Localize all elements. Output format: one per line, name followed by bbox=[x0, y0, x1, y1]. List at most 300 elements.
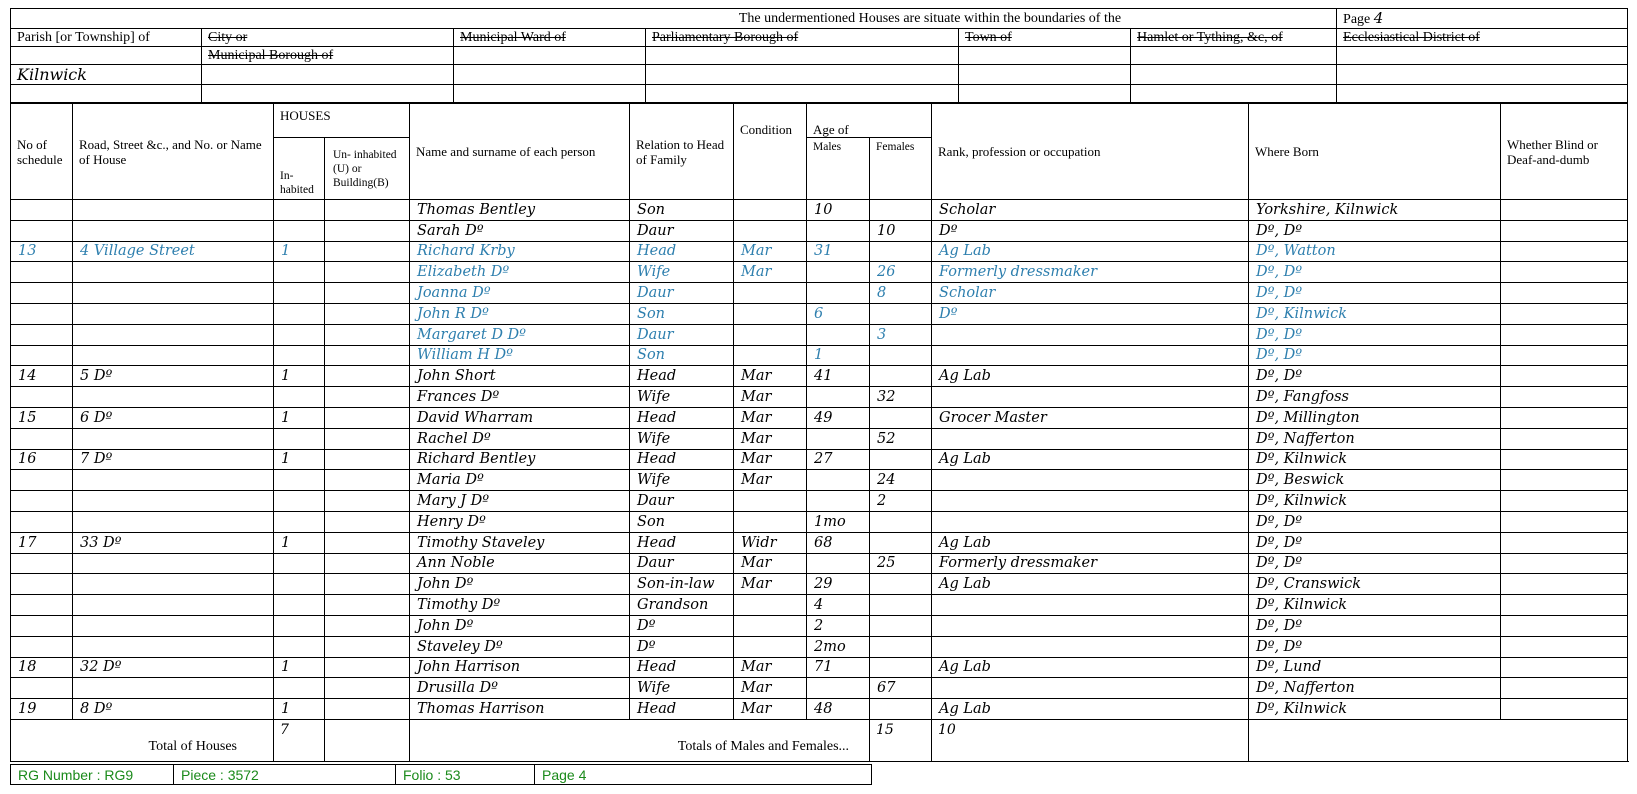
row-uninhabited bbox=[325, 678, 410, 699]
row-males bbox=[807, 262, 870, 283]
row-females: 8 bbox=[870, 283, 932, 304]
row-inhabited: 1 bbox=[274, 657, 325, 678]
row-males bbox=[807, 470, 870, 491]
row-occupation: Ag Lab bbox=[932, 574, 1249, 595]
row-inhabited bbox=[274, 428, 325, 449]
row-occupation: Dº bbox=[932, 303, 1249, 324]
row-blind bbox=[1501, 449, 1628, 470]
row-born: Dº, Nafferton bbox=[1249, 678, 1501, 699]
row-uninhabited bbox=[325, 387, 410, 408]
col-males: Males bbox=[807, 138, 870, 200]
row-uninhabited bbox=[325, 324, 410, 345]
row-road bbox=[73, 678, 274, 699]
row-name: Rachel Dº bbox=[410, 428, 630, 449]
row-relation: Son bbox=[630, 345, 734, 366]
row-inhabited bbox=[274, 470, 325, 491]
row-road bbox=[73, 303, 274, 324]
row-uninhabited bbox=[325, 200, 410, 221]
row-occupation: Ag Lab bbox=[932, 241, 1249, 262]
row-relation: Daur bbox=[630, 324, 734, 345]
row-born: Dº, Watton bbox=[1249, 241, 1501, 262]
row-relation: Son bbox=[630, 511, 734, 532]
row-condition bbox=[734, 220, 807, 241]
row-condition: Mar bbox=[734, 553, 807, 574]
table-row bbox=[11, 657, 1628, 678]
row-schedule: 19 bbox=[11, 699, 73, 720]
row-occupation bbox=[932, 324, 1249, 345]
row-name: Timothy Staveley bbox=[410, 532, 630, 553]
row-name: Sarah Dº bbox=[410, 220, 630, 241]
row-uninhabited bbox=[325, 470, 410, 491]
row-relation: Wife bbox=[630, 678, 734, 699]
row-relation: Head bbox=[630, 407, 734, 428]
col-houses: HOUSES bbox=[274, 104, 410, 138]
row-born: Dº, Dº bbox=[1249, 220, 1501, 241]
row-males: 10 bbox=[807, 200, 870, 221]
row-born: Dº, Beswick bbox=[1249, 470, 1501, 491]
row-condition: Mar bbox=[734, 407, 807, 428]
row-males bbox=[807, 491, 870, 512]
row-born: Dº, Dº bbox=[1249, 345, 1501, 366]
row-inhabited: 1 bbox=[274, 407, 325, 428]
table-row bbox=[11, 345, 1628, 366]
row-uninhabited bbox=[325, 366, 410, 387]
row-condition: Mar bbox=[734, 449, 807, 470]
row-relation: Daur bbox=[630, 283, 734, 304]
row-road: 4 Village Street bbox=[73, 241, 274, 262]
row-born: Dº, Dº bbox=[1249, 615, 1501, 636]
row-road: 8 Dº bbox=[73, 699, 274, 720]
col-name: Name and surname of each person bbox=[410, 104, 630, 200]
row-blind bbox=[1501, 262, 1628, 283]
row-occupation bbox=[932, 595, 1249, 616]
empty-cell bbox=[1337, 65, 1628, 85]
row-females bbox=[870, 615, 932, 636]
row-females bbox=[870, 657, 932, 678]
table-row bbox=[11, 283, 1628, 304]
row-inhabited bbox=[274, 324, 325, 345]
rg-number: RG Number : RG9 bbox=[11, 765, 174, 785]
row-inhabited bbox=[274, 220, 325, 241]
row-born: Dº, Kilnwick bbox=[1249, 449, 1501, 470]
row-condition: Mar bbox=[734, 657, 807, 678]
row-condition: Mar bbox=[734, 387, 807, 408]
row-occupation bbox=[932, 511, 1249, 532]
row-condition bbox=[734, 303, 807, 324]
row-born: Dº, Millington bbox=[1249, 407, 1501, 428]
row-relation: Wife bbox=[630, 470, 734, 491]
page-ref: Page 4 bbox=[535, 765, 872, 785]
row-uninhabited bbox=[325, 345, 410, 366]
row-schedule bbox=[11, 595, 73, 616]
row-occupation: Ag Lab bbox=[932, 366, 1249, 387]
row-inhabited bbox=[274, 615, 325, 636]
row-road: 32 Dº bbox=[73, 657, 274, 678]
table-row bbox=[11, 636, 1628, 657]
row-blind bbox=[1501, 511, 1628, 532]
row-condition bbox=[734, 200, 807, 221]
row-blind bbox=[1501, 241, 1628, 262]
row-males: 29 bbox=[807, 574, 870, 595]
row-schedule bbox=[11, 470, 73, 491]
row-females bbox=[870, 699, 932, 720]
row-females: 32 bbox=[870, 387, 932, 408]
row-name: David Wharram bbox=[410, 407, 630, 428]
row-name: Mary J Dº bbox=[410, 491, 630, 512]
row-relation: Son bbox=[630, 303, 734, 324]
col-born: Where Born bbox=[1249, 104, 1501, 200]
row-uninhabited bbox=[325, 220, 410, 241]
row-inhabited bbox=[274, 574, 325, 595]
row-males bbox=[807, 324, 870, 345]
table-row bbox=[11, 678, 1628, 699]
row-schedule bbox=[11, 283, 73, 304]
row-inhabited: 1 bbox=[274, 699, 325, 720]
row-inhabited bbox=[274, 303, 325, 324]
table-row bbox=[11, 262, 1628, 283]
empty-cell bbox=[1249, 719, 1628, 761]
row-females: 10 bbox=[870, 220, 932, 241]
row-inhabited: 1 bbox=[274, 241, 325, 262]
row-born: Dº, Lund bbox=[1249, 657, 1501, 678]
row-inhabited bbox=[274, 200, 325, 221]
row-occupation: Ag Lab bbox=[932, 699, 1249, 720]
row-males: 49 bbox=[807, 407, 870, 428]
empty-cell bbox=[959, 65, 1131, 85]
row-relation: Head bbox=[630, 699, 734, 720]
row-females: 52 bbox=[870, 428, 932, 449]
row-males: 1mo bbox=[807, 511, 870, 532]
row-relation: Head bbox=[630, 657, 734, 678]
row-blind bbox=[1501, 574, 1628, 595]
row-relation: Head bbox=[630, 449, 734, 470]
row-females bbox=[870, 366, 932, 387]
table-row bbox=[11, 699, 1628, 720]
table-row bbox=[11, 241, 1628, 262]
row-condition: Mar bbox=[734, 262, 807, 283]
row-road: 7 Dº bbox=[73, 449, 274, 470]
row-condition: Mar bbox=[734, 678, 807, 699]
row-schedule bbox=[11, 428, 73, 449]
row-condition bbox=[734, 615, 807, 636]
row-born: Dº, Dº bbox=[1249, 324, 1501, 345]
row-inhabited bbox=[274, 636, 325, 657]
row-males bbox=[807, 220, 870, 241]
row-name: John Short bbox=[410, 366, 630, 387]
row-relation: Daur bbox=[630, 553, 734, 574]
table-row bbox=[11, 532, 1628, 553]
row-blind bbox=[1501, 491, 1628, 512]
row-name: Maria Dº bbox=[410, 470, 630, 491]
row-occupation: Scholar bbox=[932, 283, 1249, 304]
reference-footer bbox=[10, 764, 872, 785]
empty-cell bbox=[454, 47, 646, 65]
row-relation: Daur bbox=[630, 220, 734, 241]
table-row bbox=[11, 449, 1628, 470]
row-females: 25 bbox=[870, 553, 932, 574]
row-uninhabited bbox=[325, 241, 410, 262]
row-schedule bbox=[11, 303, 73, 324]
row-uninhabited bbox=[325, 553, 410, 574]
row-inhabited bbox=[274, 678, 325, 699]
row-born: Dº, Dº bbox=[1249, 553, 1501, 574]
row-schedule bbox=[11, 553, 73, 574]
row-occupation bbox=[932, 387, 1249, 408]
row-name: Timothy Dº bbox=[410, 595, 630, 616]
row-males bbox=[807, 553, 870, 574]
empty-cell bbox=[202, 85, 454, 103]
parl-borough-label: Parliamentary Borough of bbox=[646, 29, 959, 47]
row-relation: Son bbox=[630, 200, 734, 221]
row-relation: Head bbox=[630, 532, 734, 553]
row-males: 6 bbox=[807, 303, 870, 324]
row-inhabited bbox=[274, 553, 325, 574]
row-blind bbox=[1501, 636, 1628, 657]
row-schedule bbox=[11, 491, 73, 512]
row-condition bbox=[734, 511, 807, 532]
row-inhabited bbox=[274, 595, 325, 616]
total-houses-label: Total of Houses bbox=[11, 719, 274, 761]
row-schedule bbox=[11, 636, 73, 657]
col-blind: Whether Blind or Deaf-and-dumb bbox=[1501, 104, 1628, 200]
row-blind bbox=[1501, 699, 1628, 720]
hamlet-label: Hamlet or Tything, &c, of bbox=[1131, 29, 1337, 47]
row-uninhabited bbox=[325, 595, 410, 616]
table-row bbox=[11, 553, 1628, 574]
row-relation: Son-in-law bbox=[630, 574, 734, 595]
row-blind bbox=[1501, 345, 1628, 366]
row-blind bbox=[1501, 407, 1628, 428]
row-road bbox=[73, 324, 274, 345]
row-uninhabited bbox=[325, 428, 410, 449]
row-blind bbox=[1501, 678, 1628, 699]
row-blind bbox=[1501, 366, 1628, 387]
row-condition: Mar bbox=[734, 574, 807, 595]
parish-label: Parish [or Township] of bbox=[11, 29, 202, 47]
row-condition bbox=[734, 283, 807, 304]
row-occupation: Grocer Master bbox=[932, 407, 1249, 428]
row-females: 2 bbox=[870, 491, 932, 512]
row-schedule bbox=[11, 345, 73, 366]
row-occupation bbox=[932, 428, 1249, 449]
row-road bbox=[73, 220, 274, 241]
row-females: 24 bbox=[870, 470, 932, 491]
row-blind bbox=[1501, 553, 1628, 574]
folio-number: Folio : 53 bbox=[396, 765, 535, 785]
row-road: 6 Dº bbox=[73, 407, 274, 428]
boundary-text: The undermentioned Houses are situate within the boundaries of the bbox=[11, 9, 1337, 29]
col-road: Road, Street &c., and No. or Name of House bbox=[73, 104, 274, 200]
empty-cell bbox=[11, 85, 202, 103]
row-schedule: 18 bbox=[11, 657, 73, 678]
row-inhabited bbox=[274, 511, 325, 532]
row-schedule bbox=[11, 511, 73, 532]
page-label bbox=[1337, 9, 1628, 29]
row-condition bbox=[734, 345, 807, 366]
row-born: Dº, Kilnwick bbox=[1249, 699, 1501, 720]
row-road bbox=[73, 387, 274, 408]
row-inhabited: 1 bbox=[274, 449, 325, 470]
row-road bbox=[73, 553, 274, 574]
row-relation: Wife bbox=[630, 387, 734, 408]
row-females bbox=[870, 449, 932, 470]
row-occupation bbox=[932, 615, 1249, 636]
row-uninhabited bbox=[325, 615, 410, 636]
col-females: Females bbox=[870, 138, 932, 200]
row-uninhabited bbox=[325, 699, 410, 720]
table-row bbox=[11, 387, 1628, 408]
row-occupation: Formerly dressmaker bbox=[932, 262, 1249, 283]
row-schedule bbox=[11, 220, 73, 241]
row-name: Thomas Bentley bbox=[410, 200, 630, 221]
row-relation: Grandson bbox=[630, 595, 734, 616]
row-schedule bbox=[11, 678, 73, 699]
table-row bbox=[11, 303, 1628, 324]
row-blind bbox=[1501, 303, 1628, 324]
row-females bbox=[870, 200, 932, 221]
empty-cell bbox=[1131, 85, 1337, 103]
row-uninhabited bbox=[325, 449, 410, 470]
row-blind bbox=[1501, 657, 1628, 678]
row-name: John Harrison bbox=[410, 657, 630, 678]
row-name: Thomas Harrison bbox=[410, 699, 630, 720]
col-uninhabited: Un- inhabited (U) or Building(B) bbox=[325, 138, 410, 200]
row-name: Richard Bentley bbox=[410, 449, 630, 470]
row-born: Dº, Dº bbox=[1249, 511, 1501, 532]
table-row bbox=[11, 366, 1628, 387]
boundary-header bbox=[10, 8, 1628, 103]
row-males bbox=[807, 387, 870, 408]
row-road bbox=[73, 615, 274, 636]
row-uninhabited bbox=[325, 532, 410, 553]
row-schedule bbox=[11, 262, 73, 283]
borough-label: Municipal Borough of bbox=[202, 47, 454, 65]
row-blind bbox=[1501, 387, 1628, 408]
row-occupation bbox=[932, 678, 1249, 699]
town-label: Town of bbox=[959, 29, 1131, 47]
row-occupation: Scholar bbox=[932, 200, 1249, 221]
row-males: 4 bbox=[807, 595, 870, 616]
row-name: Joanna Dº bbox=[410, 283, 630, 304]
row-road: 33 Dº bbox=[73, 532, 274, 553]
row-condition: Mar bbox=[734, 366, 807, 387]
row-condition bbox=[734, 324, 807, 345]
row-uninhabited bbox=[325, 303, 410, 324]
row-relation: Dº bbox=[630, 636, 734, 657]
row-relation: Head bbox=[630, 366, 734, 387]
row-name: Margaret D Dº bbox=[410, 324, 630, 345]
row-females bbox=[870, 511, 932, 532]
table-row bbox=[11, 220, 1628, 241]
empty-cell bbox=[646, 47, 959, 65]
row-occupation: Ag Lab bbox=[932, 449, 1249, 470]
row-name: Ann Noble bbox=[410, 553, 630, 574]
table-row bbox=[11, 574, 1628, 595]
row-uninhabited bbox=[325, 511, 410, 532]
table-row bbox=[11, 615, 1628, 636]
total-houses-value: 7 bbox=[274, 719, 325, 761]
row-males: 27 bbox=[807, 449, 870, 470]
row-inhabited: 1 bbox=[274, 532, 325, 553]
row-females bbox=[870, 303, 932, 324]
row-road: 5 Dº bbox=[73, 366, 274, 387]
empty-cell bbox=[646, 65, 959, 85]
row-born: Dº, Cranswick bbox=[1249, 574, 1501, 595]
row-name: Elizabeth Dº bbox=[410, 262, 630, 283]
row-road bbox=[73, 200, 274, 221]
row-males: 31 bbox=[807, 241, 870, 262]
row-occupation: Ag Lab bbox=[932, 657, 1249, 678]
row-females bbox=[870, 407, 932, 428]
row-males bbox=[807, 428, 870, 449]
parish-value: Kilnwick bbox=[11, 65, 202, 85]
row-road bbox=[73, 470, 274, 491]
row-males: 2 bbox=[807, 615, 870, 636]
empty-cell bbox=[959, 47, 1131, 65]
empty-cell bbox=[1131, 47, 1337, 65]
col-inhabited: In- habited bbox=[274, 138, 325, 200]
row-road bbox=[73, 491, 274, 512]
page-label-text: Page bbox=[1343, 12, 1371, 27]
row-relation: Wife bbox=[630, 428, 734, 449]
city-label: City or bbox=[202, 29, 454, 47]
row-blind bbox=[1501, 615, 1628, 636]
row-born: Dº, Kilnwick bbox=[1249, 595, 1501, 616]
row-name: Richard Krby bbox=[410, 241, 630, 262]
row-road bbox=[73, 574, 274, 595]
row-females: 3 bbox=[870, 324, 932, 345]
table-row bbox=[11, 470, 1628, 491]
row-condition: Mar bbox=[734, 470, 807, 491]
row-females: 26 bbox=[870, 262, 932, 283]
table-row bbox=[11, 200, 1628, 221]
row-uninhabited bbox=[325, 574, 410, 595]
row-born: Dº, Dº bbox=[1249, 366, 1501, 387]
row-born: Dº, Kilnwick bbox=[1249, 303, 1501, 324]
row-name: Drusilla Dº bbox=[410, 678, 630, 699]
row-males bbox=[807, 283, 870, 304]
census-table bbox=[10, 103, 1628, 762]
empty-cell bbox=[325, 719, 410, 761]
row-females bbox=[870, 241, 932, 262]
row-born: Dº, Dº bbox=[1249, 283, 1501, 304]
row-schedule bbox=[11, 574, 73, 595]
row-condition: Widr bbox=[734, 532, 807, 553]
row-occupation bbox=[932, 636, 1249, 657]
row-road bbox=[73, 595, 274, 616]
row-blind bbox=[1501, 595, 1628, 616]
row-relation: Wife bbox=[630, 262, 734, 283]
row-condition: Mar bbox=[734, 241, 807, 262]
table-row bbox=[11, 407, 1628, 428]
row-schedule bbox=[11, 615, 73, 636]
empty-cell bbox=[1131, 65, 1337, 85]
empty-cell bbox=[11, 47, 202, 65]
table-row bbox=[11, 491, 1628, 512]
total-persons-label: Totals of Males and Females... bbox=[410, 719, 870, 761]
total-females: 10 bbox=[932, 719, 1249, 761]
row-road bbox=[73, 511, 274, 532]
row-name: John R Dº bbox=[410, 303, 630, 324]
row-road bbox=[73, 262, 274, 283]
empty-cell bbox=[454, 85, 646, 103]
row-uninhabited bbox=[325, 491, 410, 512]
row-condition bbox=[734, 636, 807, 657]
row-inhabited bbox=[274, 387, 325, 408]
row-condition bbox=[734, 595, 807, 616]
row-born: Dº, Nafferton bbox=[1249, 428, 1501, 449]
row-schedule: 13 bbox=[11, 241, 73, 262]
